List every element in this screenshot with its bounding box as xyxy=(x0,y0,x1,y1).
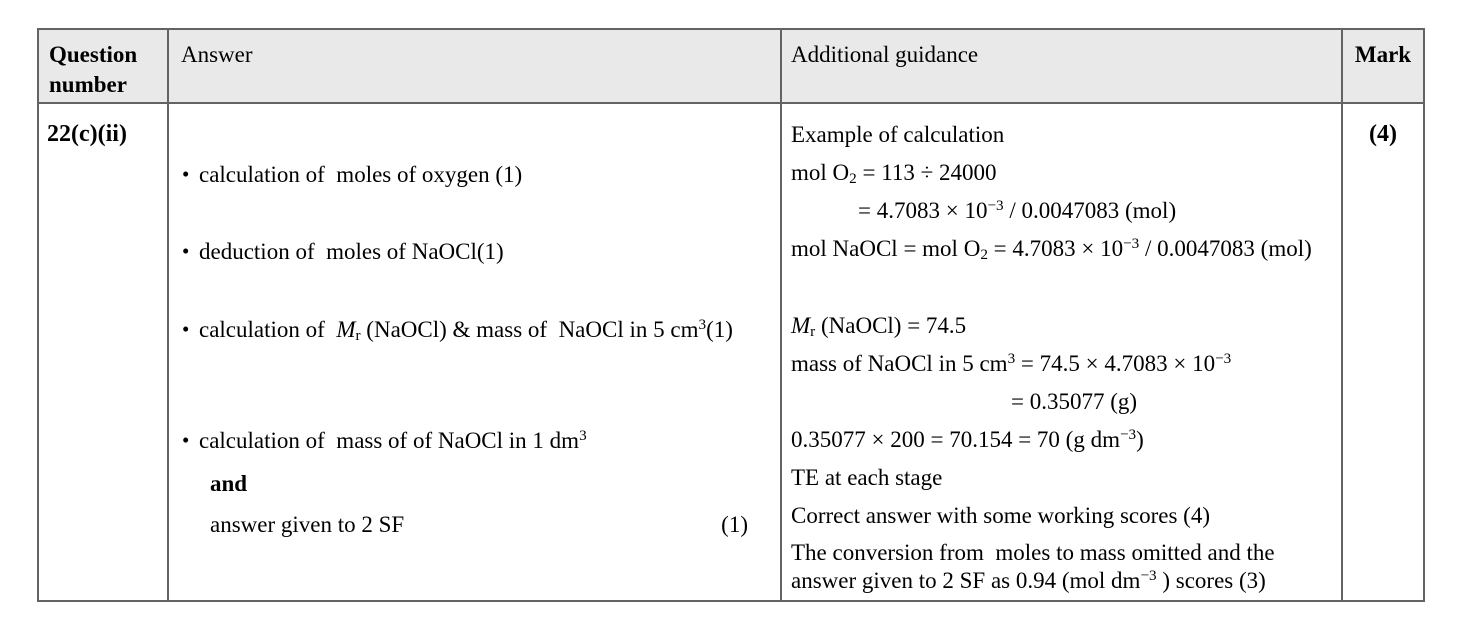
bullet-icon: • xyxy=(182,428,190,452)
answer-bullet-4 xyxy=(171,426,780,455)
answer-bullet-2-text: deduction of moles of NaOCl(1) xyxy=(199,239,504,264)
guidance-line-mass-result: = 0.35077 (g) xyxy=(1011,389,1138,414)
bullet-icon: • xyxy=(182,239,190,263)
answer-and-label: and xyxy=(210,471,248,496)
guidance-line-te: TE at each stage xyxy=(791,465,943,490)
answer-bullet-3 xyxy=(171,315,780,344)
bullet-icon: • xyxy=(182,317,190,341)
answer-final-line xyxy=(210,510,748,539)
header-mark: Mark xyxy=(1354,42,1412,67)
guidance-line-mol-o2: mol O2 = 113 ÷ 24000 xyxy=(791,160,997,187)
answer-bullet-1 xyxy=(171,160,780,189)
header-answer: Answer xyxy=(169,30,782,102)
guidance-line-correct-answer: Correct answer with some working scores (4) xyxy=(791,503,1210,528)
table-body-row xyxy=(39,104,1423,602)
guidance-line-concentration: 0.35077 × 200 = 70.154 = 70 (g $dm^{-3}$) xyxy=(791,425,1144,452)
table-header-row xyxy=(39,30,1423,104)
guidance-line-mol-naocl: mol NaOCl = mol $O2 = 4.7083 \times 10^{-3} / 0.0047083$ (mol) xyxy=(791,234,1312,263)
additional-guidance-cell xyxy=(782,104,1343,602)
answer-bullet-2 xyxy=(171,237,780,266)
mark-scheme-table xyxy=(37,28,1425,602)
answer-cell xyxy=(169,104,782,602)
answer-bullet-4-text: calculation of mass of of NaOCl in 1 $dm^3$ xyxy=(199,426,587,453)
answer-bullet-3-text: calculation of Mr (NaOCl) & mass of NaOCl in 5 $cm^3(1)$ xyxy=(199,315,733,344)
header-additional-guidance: Additional guidance xyxy=(782,30,1343,102)
header-question-number: Question number xyxy=(39,30,169,102)
question-number-cell: 22(c)(ii) xyxy=(39,104,169,602)
guidance-line-mol-o2-result: = $4.7083 \times 10^{-3} / 0.0047083$ (mol) xyxy=(858,196,1177,223)
answer-final-mark: (1) xyxy=(721,512,748,537)
guidance-line-example-heading: Example of calculation xyxy=(791,122,1005,147)
answer-bullet-1-text: calculation of moles of oxygen (1) xyxy=(199,162,523,187)
bullet-icon: • xyxy=(182,162,190,186)
answer-final-text: answer given to 2 SF xyxy=(210,512,405,537)
mark-cell: (4) xyxy=(1369,121,1397,147)
guidance-line-conversion-note: The conversion from moles to mass omitted and the answer given to 2 SF as 0.94 (mol $dm^{-3}$ ) scores (3) xyxy=(791,540,1281,593)
guidance-line-mr-naocl: Mr (NaOCl) = 74.5 xyxy=(791,313,967,340)
guidance-line-mass-5cm3: mass of NaOCl in 5 $cm^3 = 74.5 \times 4.7083 \times 10^{-3}$ xyxy=(791,349,1232,376)
